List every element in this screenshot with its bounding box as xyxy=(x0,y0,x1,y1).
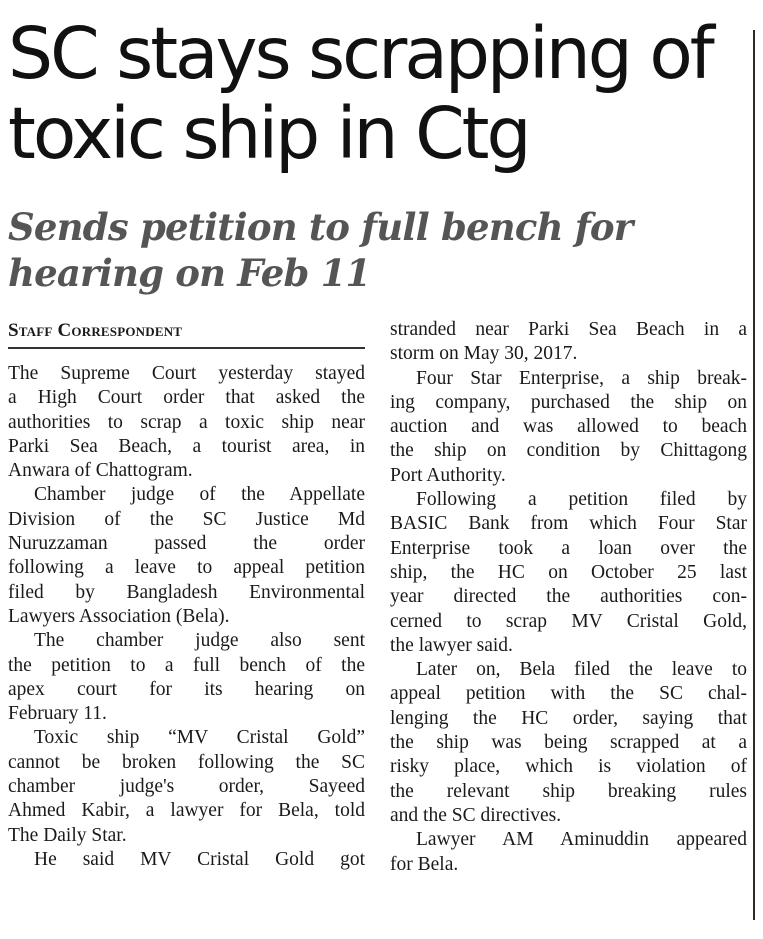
headline-line-2: toxic ship in Ctg xyxy=(8,92,529,175)
text-line: a High Court order that asked the xyxy=(8,387,365,409)
article-column-2 xyxy=(390,318,747,877)
text-line: following a leave to appeal petition xyxy=(8,557,365,579)
subheadline-line-1: Sends petition to full bench for xyxy=(8,205,633,249)
text-line: Anwara of Chattogram. xyxy=(8,460,193,482)
text-line: appeal petition with the SC chal- xyxy=(390,683,747,705)
text-line: filed by Bangladesh Environmental xyxy=(8,581,365,603)
text-line: authorities to scrap a toxic ship near xyxy=(8,411,365,433)
text-line: and the SC directives. xyxy=(390,804,562,826)
text-line: apex court for its hearing on xyxy=(8,678,365,700)
text-line: stranded near Parki Sea Beach in a xyxy=(390,319,747,340)
text-line: auction and was allowed to beach xyxy=(390,416,747,438)
subheadline xyxy=(8,204,748,296)
byline-divider xyxy=(8,347,365,349)
headline xyxy=(8,14,748,174)
text-line: ing company, purchased the ship on xyxy=(390,391,747,413)
text-line: cerned to scrap MV Cristal Gold, xyxy=(390,610,747,632)
text-line: cannot be broken following the SC xyxy=(8,751,365,773)
text-line: Parki Sea Beach, a tourist area, in xyxy=(8,435,365,457)
text-line: Enterprise took a loan over the xyxy=(390,537,747,559)
text-line: ship, the HC on October 25 last xyxy=(390,561,747,583)
text-line: storm on May 30, 2017. xyxy=(390,343,578,365)
text-line: He said MV Cristal Gold got xyxy=(34,848,365,870)
text-line: Division of the SC Justice Md xyxy=(8,508,365,530)
text-line: risky place, which is violation of xyxy=(390,756,747,778)
text-line: The Daily Star. xyxy=(8,824,127,846)
text-line: February 11. xyxy=(8,703,107,725)
text-line: Following a petition filed by xyxy=(416,489,747,511)
text-line: Chamber judge of the Appellate xyxy=(34,484,365,506)
text-line: Lawyer AM Aminuddin appeared xyxy=(416,829,747,851)
text-line: Later on, Bela filed the leave to xyxy=(416,659,747,681)
subheadline-line-2: hearing on Feb 11 xyxy=(8,251,371,295)
text-line: Lawyers Association (Bela). xyxy=(8,605,230,627)
text-line: Toxic ship “MV Cristal Gold” xyxy=(34,727,365,749)
text-line: Four Star Enterprise, a ship break- xyxy=(416,367,747,389)
text-line: for Bela. xyxy=(390,853,459,875)
text-line: Ahmed Kabir, a lawyer for Bela, told xyxy=(8,800,365,822)
text-line: the lawyer said. xyxy=(390,634,513,656)
text-line: The chamber judge also sent xyxy=(34,630,365,652)
text-line: year directed the authorities con- xyxy=(390,586,747,608)
text-line: Nuruzzaman passed the order xyxy=(8,533,365,555)
text-line: the ship was being scrapped at a xyxy=(390,732,747,754)
byline: Staff Correspondent xyxy=(8,320,183,341)
text-line: the petition to a full bench of the xyxy=(8,654,365,676)
text-line: lenging the HC order, saying that xyxy=(390,707,747,729)
text-line: The Supreme Court yesterday stayed xyxy=(8,363,365,384)
article-column-1 xyxy=(8,362,365,872)
headline-line-1: SC stays scrapping of xyxy=(8,12,712,95)
column-rule xyxy=(753,30,755,920)
text-line: BASIC Bank from which Four Star xyxy=(390,513,747,535)
text-line: chamber judge's order, Sayeed xyxy=(8,776,365,798)
text-line: Port Authority. xyxy=(390,464,506,486)
text-line: the ship on condition by Chittagong xyxy=(390,440,747,462)
text-line: the relevant ship breaking rules xyxy=(390,780,747,802)
